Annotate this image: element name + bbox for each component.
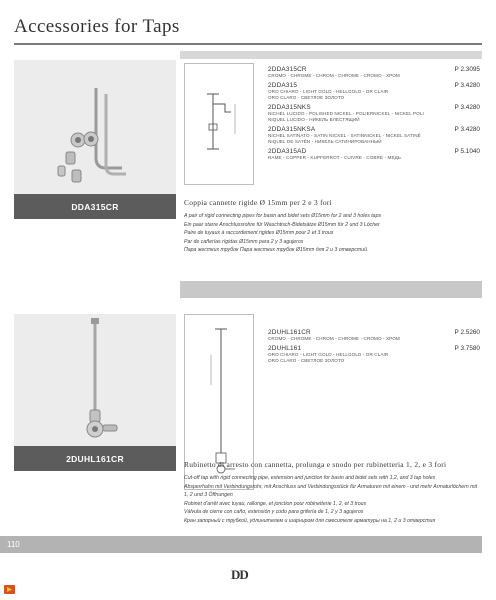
product-price: P 3.4280 — [454, 82, 480, 89]
description-block — [184, 474, 480, 526]
product-photo-dda315cr — [14, 60, 176, 194]
section-separator-band — [180, 281, 482, 298]
finish-text: RAME - COPPER - KUPFERROT - CUIVRE - COBRE - МЕДЬ — [268, 155, 401, 160]
price-row — [268, 66, 480, 79]
product-code: 2DUHL161 — [268, 345, 302, 352]
description-line: Absperrhahn mit Verbindungsrohr, mit Anschluss und Verbindungsstück für Armaturen mit einem - und mehr Armaturlöchern mit 1, 2 und 3 Öffnungen — [184, 483, 478, 499]
product-caption: 2DUHL161CR — [14, 446, 176, 471]
product-price: P 3.4280 — [454, 126, 480, 133]
description-line: Par de cañerías rígidas Ø15mm para 2 y 3 agujeros — [184, 238, 304, 245]
product-code: 2DDA315 — [268, 82, 298, 89]
description-line: Ein paar starre Anschlussrohre für Waschtisch-Bidetsätze Ø15mm für 2 und 3 Löcher — [184, 221, 380, 228]
description-line: A pair of rigid connecting pipes for basin and bidet sets Ø15mm for 2 and 3 holes taps — [184, 213, 382, 219]
price-list-dda315 — [268, 66, 480, 164]
title-divider — [14, 43, 482, 45]
description-line: Пара жестких трубок Пара жестких трубок Ø15mm для 2 и 3 отверстий — [184, 247, 367, 254]
brand-logo: DD — [231, 567, 248, 582]
product-price: P 2.5260 — [454, 329, 480, 336]
description-line: Robinet d'arrêt avec tuyau, rallonge, et jonction pour robinetterie 1, 2, et 3 trous — [184, 500, 367, 507]
pipe-schematic-icon — [185, 64, 253, 184]
finish-text: ORO CHIARO - LIGHT GOLD - HELLGOLD - OR CLAIR — [268, 89, 389, 94]
page-number: 110 — [7, 540, 20, 549]
header-gray-strip — [180, 51, 482, 59]
product-code: 2DUHL161CR — [268, 329, 311, 336]
finish-text: NICHEL SATINATO - SATIN NICKEL - SATINNICKEL - NICKEL SATINÉ — [268, 133, 421, 138]
product-price: P 3.7580 — [454, 345, 480, 352]
finish-text: ORO CHIARO - LIGHT GOLD - HELLGOLD - OR CLAIR — [268, 352, 389, 357]
product-price: P 2.3095 — [454, 66, 480, 73]
product-price: P 5.1040 — [454, 148, 480, 155]
product-code: 2DDA315NKS — [268, 104, 311, 111]
section-heading: Coppia cannette rigide Ø 15mm per 2 e 3 fori — [184, 198, 333, 207]
price-row — [268, 82, 480, 101]
description-line: Válvula de cierre con caño, extensión y codo para grifería de 1, 2 y 3 agujeros — [184, 509, 364, 516]
finish-text: NIQUEL LUCIDO - НИКЕЛЬ БЛЕСТЯЩИЙ — [268, 117, 360, 122]
page-title: Accessories for Taps — [14, 16, 180, 37]
cutoff-tap-image — [14, 314, 176, 446]
price-row — [268, 345, 480, 364]
product-code: 2DDA315AD — [268, 148, 307, 155]
pdf-badge-icon — [4, 585, 15, 594]
description-line: Paire de tuyaux à raccordement rigides Ø15mm pour 2 et 3 trous — [184, 230, 334, 237]
finish-text: NICHEL LUCIDO - POLISHED NICKEL - POLIERNICKEL - NICKEL POLI — [268, 111, 424, 116]
rigid-pipes-image — [14, 60, 176, 194]
product-code: 2DDA315NKSA — [268, 126, 316, 133]
description-line: Кран запорный с трубкой, удлинителем и шарниром для смесителя арматуры на 1, 2 и 3 отверстия — [184, 517, 436, 524]
footer-band — [0, 536, 482, 553]
finish-text: CROMO - CHROME - CHROM - CHROME - CROMO - ХРОМ — [268, 336, 400, 341]
section-heading: Rubinetto di arresto con cannetta, prolunga e snodo per rubinetteria 1, 2, e 3 fori — [184, 460, 447, 469]
finish-text: CROMO - CHROME - CHROM - CHROME - CROMO - ХРОМ — [268, 73, 400, 78]
finish-text: ORO CLARO - СВЕТЛОЕ ЗОЛОТО — [268, 358, 345, 363]
product-code: 2DDA315CR — [268, 66, 307, 73]
finish-text: NIQUEL DE SATÉN - НИКЕЛЬ САТИНИРОВАННЫЙ — [268, 139, 382, 144]
price-row — [268, 126, 480, 145]
price-row — [268, 104, 480, 123]
product-price: P 3.4280 — [454, 104, 480, 111]
price-row — [268, 329, 480, 342]
description-line: Cut-off tap with rigid connecting pipe, extension and junction for basin and bidet sets with 1,2, and 3 tap holes — [184, 475, 436, 481]
description-block — [184, 212, 480, 255]
product-caption: DDA315CR — [14, 194, 176, 219]
price-list-duhl161 — [268, 329, 480, 367]
product-photo-2duhl161cr — [14, 314, 176, 446]
price-row — [268, 148, 480, 161]
technical-drawing-dda315 — [184, 63, 254, 185]
finish-text: ORO CLARO - СВЕТЛОЕ ЗОЛОТО — [268, 95, 345, 100]
